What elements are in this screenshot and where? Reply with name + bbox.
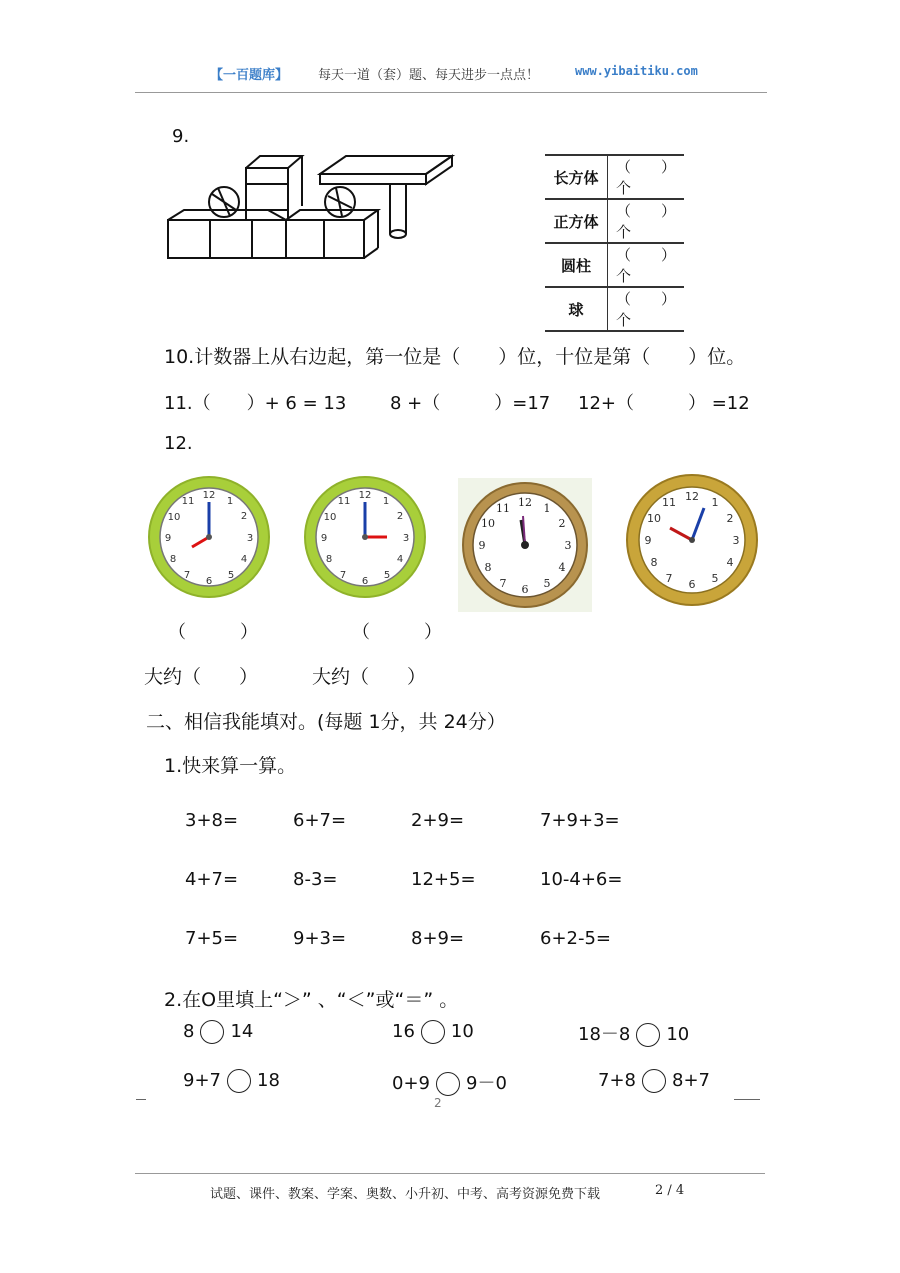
- calc-item: 4+7=: [185, 869, 239, 890]
- compare-left: 0+9: [392, 1073, 430, 1094]
- shape-blank[interactable]: （ ）个: [608, 287, 685, 331]
- calc-item: 3+8=: [185, 810, 239, 831]
- calc-item: 7+9+3=: [540, 810, 620, 831]
- clock-3-approx[interactable]: 大约（ ）: [144, 666, 259, 688]
- svg-text:6: 6: [688, 578, 696, 591]
- q11-part-c: 12+（ ） =12: [578, 393, 750, 414]
- calc-item: 6+7=: [293, 810, 347, 831]
- compare-item: [392, 1020, 474, 1044]
- svg-text:8: 8: [650, 556, 658, 569]
- svg-text:2: 2: [726, 512, 734, 525]
- svg-text:10: 10: [323, 512, 337, 523]
- svg-text:8: 8: [325, 554, 333, 565]
- section2-title: 二、相信我能填对。(每题 1分，共 24分）: [146, 711, 506, 733]
- svg-text:4: 4: [396, 554, 404, 565]
- q12-number: 12.: [164, 433, 193, 454]
- q9-shape-count-table: [545, 154, 684, 332]
- svg-text:12: 12: [358, 490, 372, 501]
- section2-q1-title: 1.快来算一算。: [164, 755, 297, 777]
- footer-divider: [135, 1173, 765, 1174]
- header-brand: 【一百题库】: [210, 68, 289, 83]
- clock-1-blank[interactable]: （ ）: [168, 622, 258, 643]
- svg-text:9: 9: [164, 533, 172, 544]
- compare-left: 8: [183, 1021, 195, 1042]
- svg-text:2: 2: [558, 517, 566, 530]
- compare-item: [183, 1069, 280, 1093]
- compare-circle[interactable]: [642, 1069, 666, 1093]
- margin-mark-right: [734, 1099, 760, 1100]
- svg-text:8: 8: [484, 561, 492, 574]
- compare-right: 8+7: [672, 1070, 710, 1091]
- svg-text:3: 3: [564, 539, 572, 552]
- svg-text:2: 2: [240, 511, 248, 522]
- svg-text:4: 4: [558, 561, 566, 574]
- compare-left: 7+8: [598, 1070, 636, 1091]
- svg-text:8: 8: [169, 554, 177, 565]
- compare-circle[interactable]: [436, 1072, 460, 1096]
- svg-text:6: 6: [205, 576, 213, 587]
- svg-text:5: 5: [543, 577, 551, 590]
- clock-2: [300, 472, 430, 602]
- clock-3: [458, 478, 592, 612]
- compare-item: [598, 1069, 710, 1093]
- svg-text:11: 11: [181, 496, 195, 507]
- compare-left: 9+7: [183, 1070, 221, 1091]
- svg-text:5: 5: [227, 570, 235, 581]
- svg-text:6: 6: [361, 576, 369, 587]
- header-url[interactable]: www.yibaitiku.com: [575, 64, 698, 78]
- page-mark: 2: [434, 1096, 442, 1110]
- compare-item: [392, 1069, 507, 1096]
- footer-page-number: 2 / 4: [655, 1183, 685, 1198]
- clock-2-blank[interactable]: （ ）: [352, 622, 442, 643]
- compare-right: 18: [257, 1070, 280, 1091]
- compare-right: 10: [666, 1024, 690, 1045]
- svg-text:11: 11: [662, 496, 676, 509]
- compare-circle[interactable]: [227, 1069, 251, 1093]
- q9-number: 9.: [172, 126, 190, 147]
- calc-item: 7+5=: [185, 928, 239, 949]
- clock-1: [144, 472, 274, 602]
- q10-text: 10.计数器上从右边起，第一位是（ ）位，十位是第（ ）位。: [164, 346, 746, 368]
- calc-item: 6+2-5=: [540, 928, 612, 949]
- shape-blank[interactable]: （ ）个: [608, 199, 685, 243]
- svg-text:10: 10: [481, 517, 495, 530]
- svg-text:3: 3: [246, 533, 254, 544]
- svg-text:5: 5: [383, 570, 391, 581]
- compare-right: 14: [230, 1021, 254, 1042]
- calc-item: 8+9=: [411, 928, 465, 949]
- svg-text:1: 1: [382, 496, 390, 507]
- svg-text:6: 6: [521, 583, 529, 596]
- footer-text: 试题、课件、教案、学案、奥数、小升初、中考、高考资源免费下载: [210, 1187, 601, 1202]
- svg-text:7: 7: [499, 577, 507, 590]
- calc-item: 2+9=: [411, 810, 465, 831]
- svg-text:11: 11: [496, 502, 510, 515]
- svg-text:3: 3: [732, 534, 740, 547]
- table-row: [545, 243, 684, 287]
- compare-circle[interactable]: [200, 1020, 224, 1044]
- margin-mark-left: [136, 1099, 146, 1100]
- svg-text:4: 4: [726, 556, 734, 569]
- header-slogan: 每天一道（套）题、每天进步一点点！: [318, 68, 540, 83]
- compare-right: 9－0: [466, 1073, 507, 1094]
- svg-text:7: 7: [665, 572, 673, 585]
- svg-text:7: 7: [339, 570, 347, 581]
- table-row: [545, 155, 684, 199]
- table-row: [545, 287, 684, 331]
- svg-text:4: 4: [240, 554, 248, 565]
- svg-text:9: 9: [320, 533, 328, 544]
- compare-circle[interactable]: [636, 1023, 660, 1047]
- q11-part-a: 11.（ ）+ 6 = 13: [164, 393, 347, 414]
- svg-text:2: 2: [396, 511, 404, 522]
- shape-blank[interactable]: （ ）个: [608, 155, 685, 199]
- svg-text:10: 10: [167, 512, 181, 523]
- compare-circle[interactable]: [421, 1020, 445, 1044]
- calc-item: 9+3=: [293, 928, 347, 949]
- svg-text:12: 12: [685, 490, 699, 503]
- svg-text:1: 1: [711, 496, 719, 509]
- svg-text:1: 1: [543, 502, 551, 515]
- shape-label: 圆柱: [545, 243, 608, 287]
- svg-text:5: 5: [711, 572, 719, 585]
- svg-text:1: 1: [226, 496, 234, 507]
- compare-left: 16: [392, 1021, 415, 1042]
- svg-text:12: 12: [518, 496, 532, 509]
- compare-item: [183, 1020, 253, 1044]
- header-divider: [135, 92, 767, 93]
- clock-4: [622, 470, 762, 610]
- shape-label: 正方体: [545, 199, 608, 243]
- svg-text:9: 9: [478, 539, 486, 552]
- svg-text:10: 10: [647, 512, 661, 525]
- shape-blank[interactable]: （ ）个: [608, 243, 685, 287]
- svg-text:11: 11: [337, 496, 351, 507]
- compare-right: 10: [450, 1021, 474, 1042]
- svg-text:7: 7: [183, 570, 191, 581]
- calc-item: 8-3=: [293, 869, 338, 890]
- calc-item: 12+5=: [411, 869, 476, 890]
- compare-left: 18－8: [578, 1024, 631, 1045]
- svg-text:12: 12: [202, 490, 216, 501]
- section2-q2-title: 2.在O里填上“＞” 、“＜”或“＝” 。: [164, 989, 459, 1011]
- shape-label: 球: [545, 287, 608, 331]
- svg-text:9: 9: [644, 534, 652, 547]
- table-row: [545, 199, 684, 243]
- svg-text:3: 3: [402, 533, 410, 544]
- q9-shapes-figure: [160, 148, 460, 266]
- shape-label: 长方体: [545, 155, 608, 199]
- clock-4-approx[interactable]: 大约（ ）: [312, 666, 427, 688]
- calc-item: 10-4+6=: [540, 869, 623, 890]
- compare-item: [578, 1020, 689, 1047]
- q11-part-b: 8 +（ ）=17: [390, 393, 551, 414]
